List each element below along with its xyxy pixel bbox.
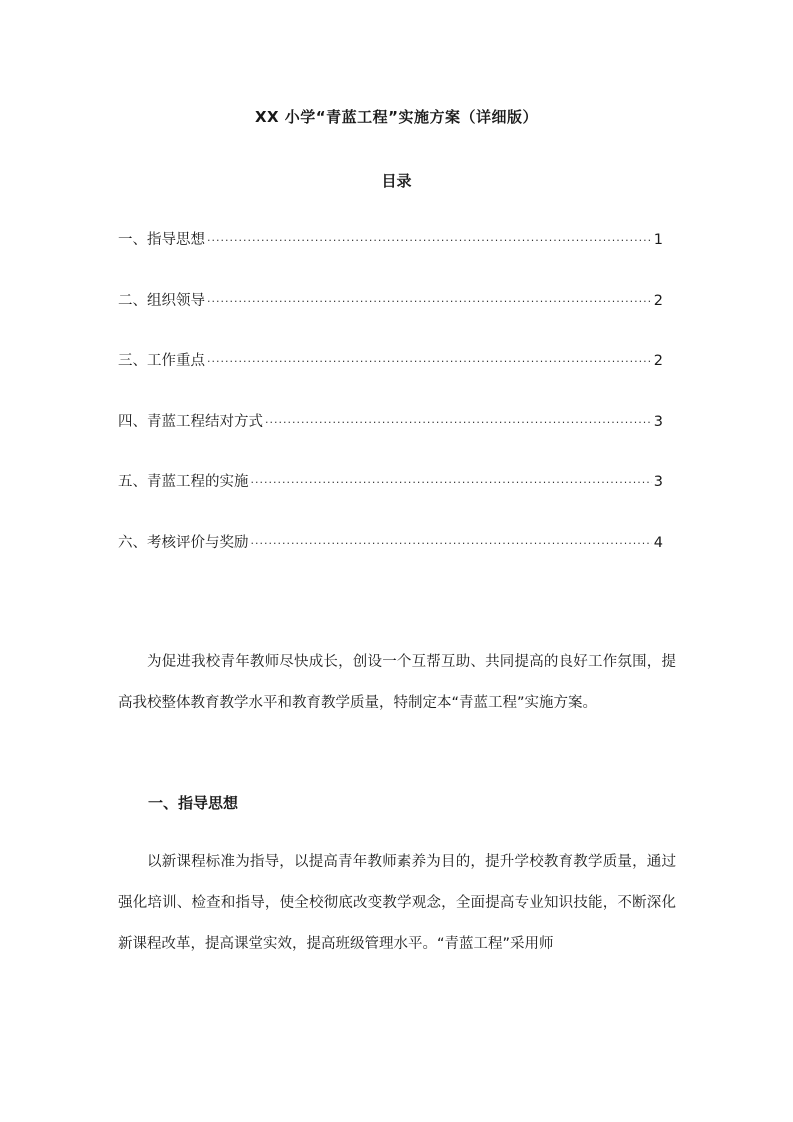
section-heading: 一、指导思想 [148,794,239,812]
toc-item[interactable] [118,349,663,369]
toc-leader-dots [265,416,652,429]
toc-item-label: 六、考核评价与奖励 [118,534,249,551]
toc-item-label: 四、青蓝工程结对方式 [118,413,263,430]
toc-item-label: 三、工作重点 [118,353,205,370]
toc-item-page: 1 [653,232,663,248]
table-of-contents [118,228,663,592]
toc-leader-dots [251,537,652,550]
toc-item[interactable] [118,228,663,248]
toc-item[interactable] [118,410,663,430]
toc-item-page: 3 [653,413,663,430]
toc-leader-dots [251,476,652,489]
toc-item-label: 二、组织领导 [118,292,205,309]
section-paragraph: 以新课程标准为指导，以提高青年教师素养为目的，提升学校教育教学质量，通过强化培训、检查和指导，使全校彻底改变教学观念，全面提高专业知识技能，不断深化新课程改革，提高课堂实效，提高班级管理水平。“青蓝工程”采用师 [118,854,676,952]
toc-item-page: 2 [653,292,663,309]
toc-heading: 目录 [381,172,412,190]
document-title: XX 小学“青蓝工程”实施方案（详细版） [254,108,539,126]
intro-paragraph: 为促进我校青年教师尽快成长，创设一个互帮互助、共同提高的良好工作氛围，提高我校整体教育教学水平和教育教学质量，特制定本“青蓝工程”实施方案。 [118,654,676,711]
toc-item[interactable] [118,289,663,309]
toc-leader-dots [207,355,652,368]
toc-leader-dots [207,295,652,308]
toc-item-page: 4 [653,534,663,551]
toc-item[interactable] [118,470,663,490]
toc-item-page: 3 [653,474,663,491]
toc-item-label: 一、指导思想 [118,232,205,248]
toc-leader-dots [207,234,652,247]
toc-item[interactable] [118,531,663,551]
toc-item-label: 五、青蓝工程的实施 [118,474,249,491]
toc-item-page: 2 [653,353,663,370]
